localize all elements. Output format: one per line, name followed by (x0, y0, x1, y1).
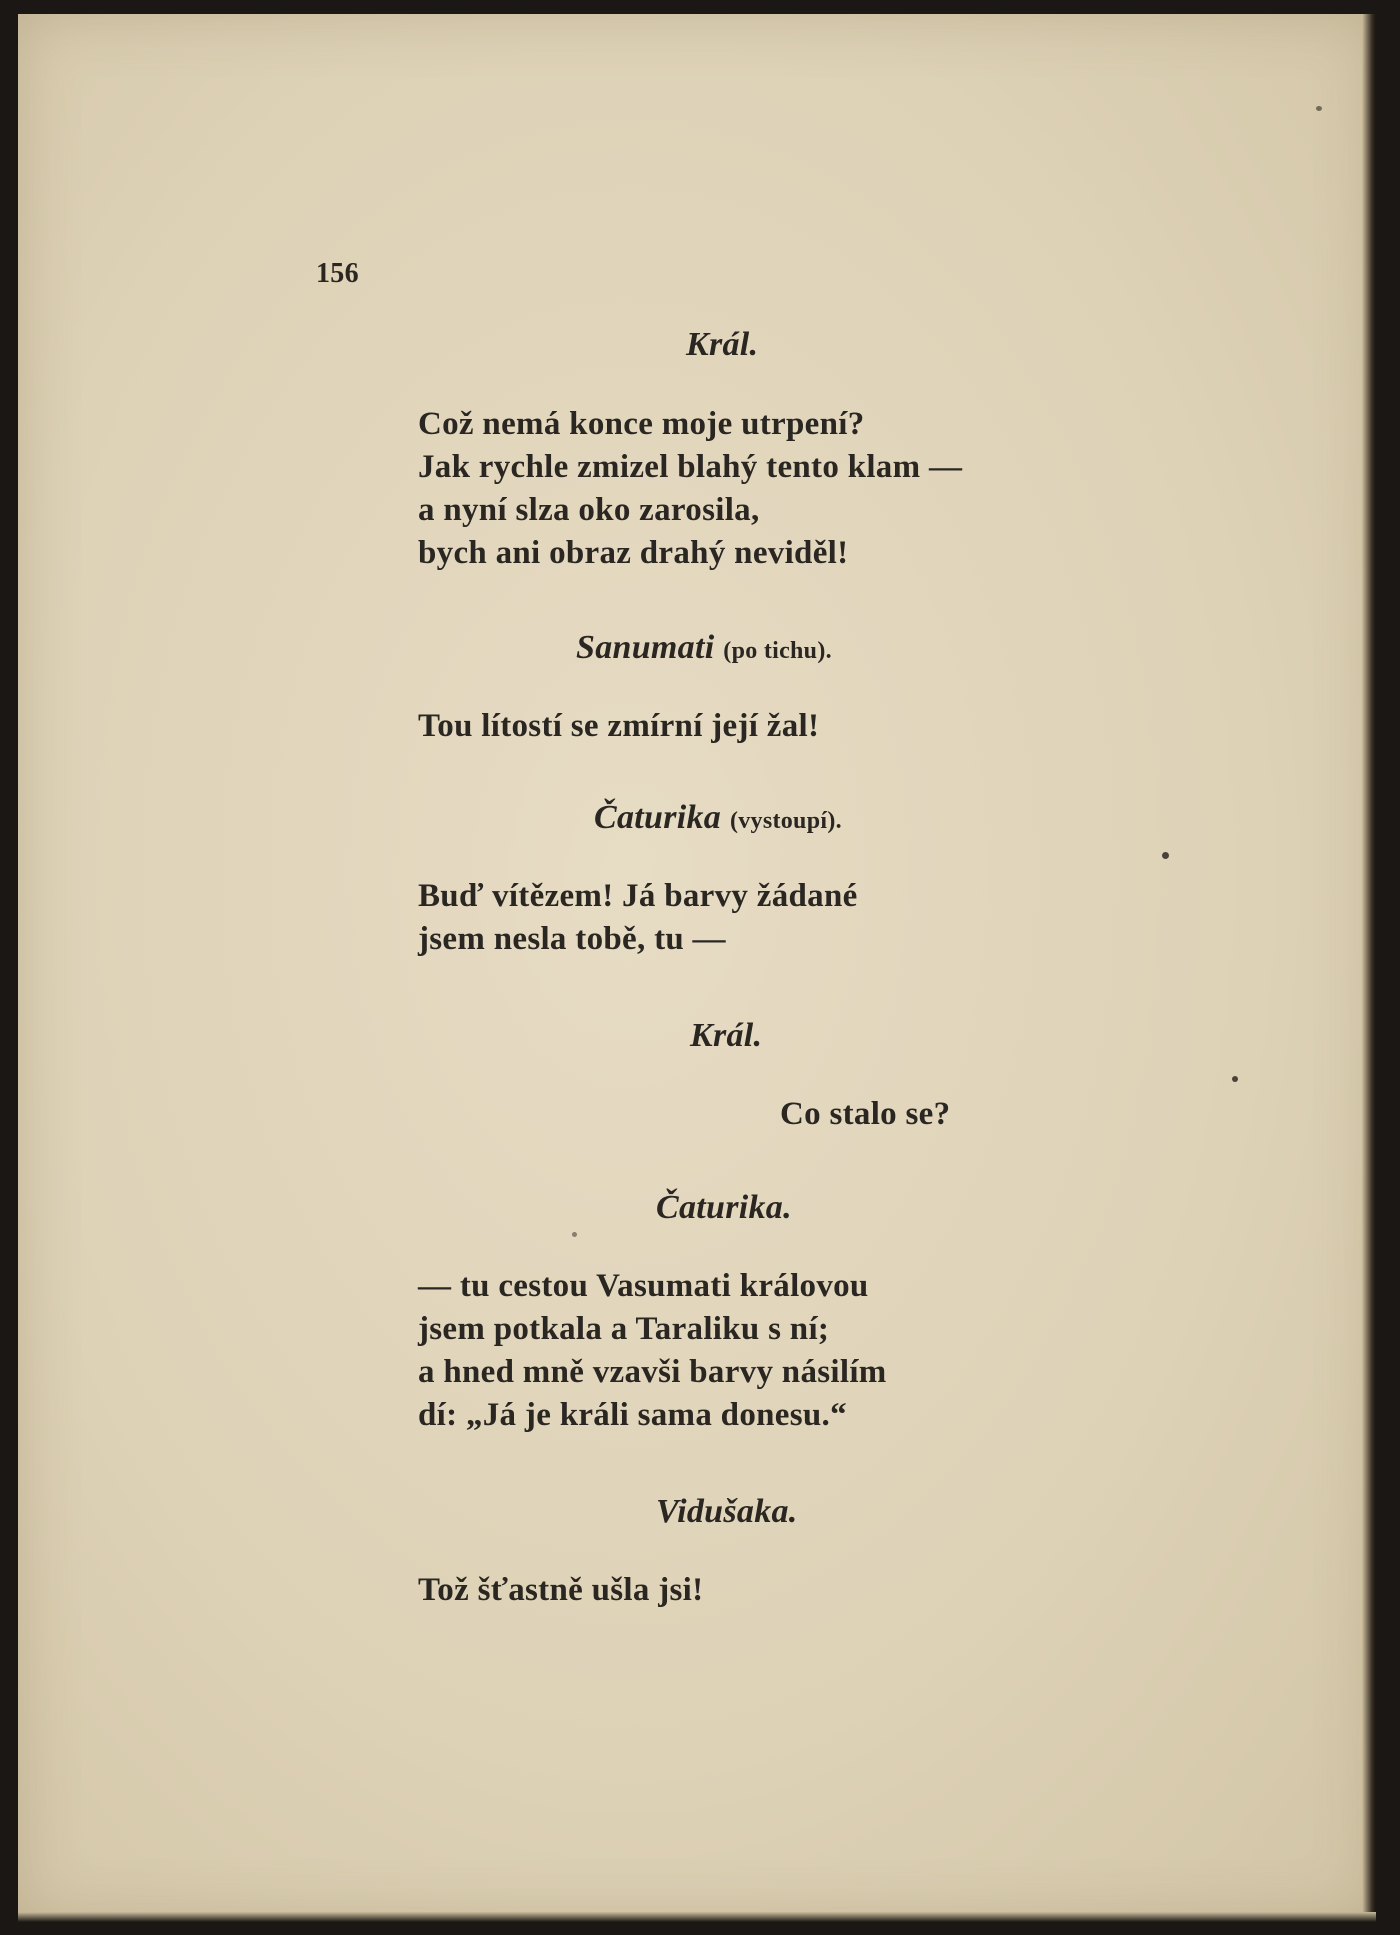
page-bottom-edge (18, 1912, 1376, 1922)
speaker-name: Čaturika (594, 799, 722, 836)
speaker-heading (656, 1186, 792, 1230)
speaker-heading (576, 626, 832, 673)
stage-direction: (po tichu). (723, 638, 832, 664)
verse-line: jsem potkala a Taraliku s ní; (418, 1311, 830, 1347)
verse-line: Tož šťastně ušla jsi! (418, 1572, 704, 1608)
verse-block (418, 1264, 887, 1436)
verse-line: a nyní slza oko zarosila, (418, 492, 760, 528)
paper-speck (1316, 106, 1322, 111)
verse-line: Co stalo se? (780, 1096, 951, 1132)
speaker-heading (690, 1014, 762, 1058)
paper-speck (1162, 852, 1169, 859)
verse-line: Jak rychle zmizel blahý tento klam — (418, 449, 963, 485)
verse-line: dí: „Já je králi sama donesu.“ (418, 1397, 847, 1433)
speaker-name: Sanumati (576, 629, 715, 666)
speaker-name: Čaturika. (656, 1189, 792, 1226)
page-edge (1362, 14, 1376, 1922)
verse-line: jsem nesla tobě, tu — (418, 921, 726, 957)
paper-speck (1232, 1076, 1238, 1082)
stage-direction: (vystoupí). (729, 808, 842, 834)
verse-block (418, 1568, 703, 1611)
speaker-name: Král. (690, 1017, 763, 1054)
verse-line: Buď vítězem! Já barvy žádané (418, 878, 858, 914)
verse-line: Což nemá konce moje utrpení? (418, 406, 865, 442)
speaker-heading (656, 1490, 798, 1534)
speaker-heading (686, 323, 758, 367)
page-number: 156 (316, 258, 359, 289)
verse-block (418, 704, 819, 747)
book-page (18, 14, 1376, 1922)
verse-line: a hned mně vzavši barvy násilím (418, 1354, 887, 1390)
paper-speck (572, 1232, 577, 1237)
verse-line: — tu cestou Vasumati královou (418, 1268, 869, 1304)
verse-block (418, 874, 858, 960)
speaker-name: Král. (686, 326, 759, 363)
verse-line: Tou lítostí se zmírní její žal! (418, 708, 820, 744)
verse-block (780, 1092, 950, 1135)
speaker-heading (594, 796, 842, 843)
speaker-name: Vidušaka. (656, 1493, 798, 1530)
verse-block (418, 402, 962, 574)
verse-line: bych ani obraz drahý neviděl! (418, 535, 849, 571)
